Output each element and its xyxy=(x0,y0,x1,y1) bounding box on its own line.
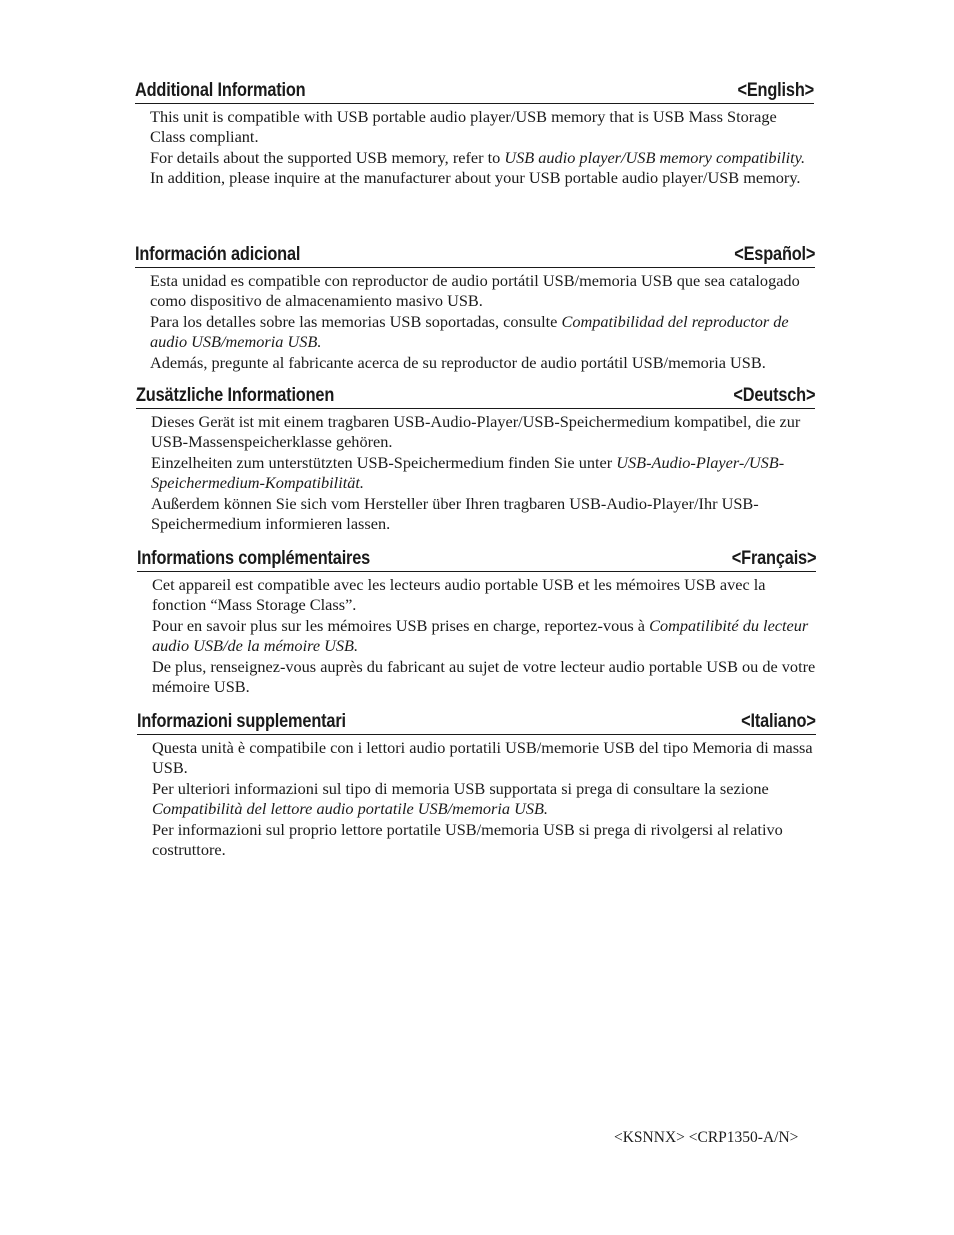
language-tag: <Deutsch> xyxy=(732,385,815,406)
paragraph: In addition, please inquire at the manufacturer about your USB portable audio player/USB memory. xyxy=(150,168,801,188)
language-tag: <Français> xyxy=(731,548,816,569)
section-title: Información adicional xyxy=(135,244,301,265)
section-title: Informazioni supplementari xyxy=(137,711,346,732)
section-body xyxy=(152,738,816,860)
section-heading xyxy=(136,385,815,409)
language-tag: <Italiano> xyxy=(741,711,816,732)
section-heading xyxy=(137,711,816,735)
paragraph: Per informazioni sul proprio lettore portatile USB/memoria USB si prega di rivolgersi al relativo costruttore. xyxy=(152,819,783,860)
paragraph: Pour en savoir plus sur les mémoires USB prises en charge, reportez-vous à Compatilibité du lecteur audio USB/de la mémoire USB. xyxy=(152,615,809,656)
paragraph: This unit is compatible with USB portable audio player/USB memory that is USB Mass Storage Class compliant. xyxy=(150,107,777,147)
section-body xyxy=(151,412,815,534)
paragraph: Además, pregunte al fabricante acerca de su reproductor de audio portátil USB/memoria USB. xyxy=(150,352,766,372)
paragraph: Cet appareil est compatible avec les lecteurs audio portable USB et les mémoires USB avec la fonction “Mass Storage Class”. xyxy=(152,575,766,615)
section-title: Additional Information xyxy=(135,80,306,101)
section-body xyxy=(150,107,814,189)
section-deutsch xyxy=(136,385,815,534)
section-heading xyxy=(135,244,815,268)
paragraph: Esta unidad es compatible con reproductor de audio portátil USB/memoria USB que sea catalogado como dispositivo de almacenamiento masivo USB. xyxy=(150,271,800,311)
paragraph: De plus, renseignez-vous auprès du fabricant au sujet de votre lecteur audio portable USB ou de votre mémoire USB. xyxy=(152,656,816,697)
paragraph: Dieses Gerät ist mit einem tragbaren USB-Audio-Player/USB-Speichermedium kompatibel, die zur USB-Massenspeicherklasse gehören. xyxy=(151,412,801,452)
section-english xyxy=(135,80,814,189)
language-tag: <English> xyxy=(737,80,814,101)
paragraph: Außerdem können Sie sich vom Hersteller über Ihren tragbaren USB-Audio-Player/Ihr USB-Speichermedium informieren lassen. xyxy=(151,493,759,534)
paragraph: Einzelheiten zum unterstützten USB-Speichermedium finden Sie unter USB-Audio-Player-/USB-Speichermedium-Kompatibilität. xyxy=(151,452,785,493)
section-heading xyxy=(135,80,814,104)
paragraph: For details about the supported USB memory, refer to USB audio player/USB memory compatibility. xyxy=(150,147,806,167)
paragraph: Per ulteriori informazioni sul tipo di memoria USB supportata si prega di consultare la sezione Compatibilità del lettore audio portatile USB/memoria USB. xyxy=(152,778,769,819)
section-francais xyxy=(137,548,816,697)
document-code-footer: <KSNNX> <CRP1350-A/N> xyxy=(614,1129,799,1146)
section-italiano xyxy=(137,711,816,860)
section-body xyxy=(150,271,815,373)
section-title: Zusätzliche Informationen xyxy=(136,385,335,406)
section-body xyxy=(152,575,816,697)
paragraph: Questa unità è compatibile con i lettori audio portatili USB/memorie USB del tipo Memoria di massa USB. xyxy=(152,738,813,778)
section-espanol xyxy=(135,244,815,373)
section-title: Informations complémentaires xyxy=(137,548,371,569)
language-tag: <Español> xyxy=(733,244,815,265)
paragraph: Para los detalles sobre las memorias USB soportadas, consulte Compatibilidad del reproductor de audio USB/memoria USB. xyxy=(150,311,789,352)
section-heading xyxy=(137,548,816,572)
